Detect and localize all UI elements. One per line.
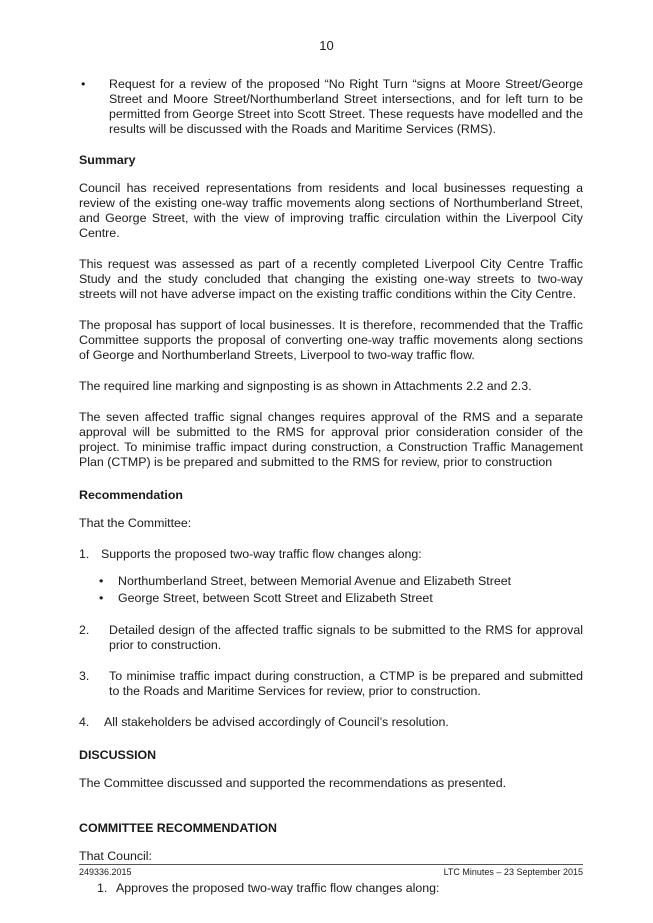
footer-meeting-title: LTC Minutes – 23 September 2015 xyxy=(443,867,583,877)
list-item xyxy=(99,574,583,589)
recommendation-item-4 xyxy=(79,715,583,730)
page-number: 10 xyxy=(319,38,334,53)
item-number: 4. xyxy=(79,715,90,729)
recommendation-item-2 xyxy=(79,623,583,653)
summary-paragraph-3: The proposal has support of local businesses. It is therefore, recommended that the Traffic Committee supports the proposal of converting one-way traffic movements along sections of George and Northumberland Streets, Liverpool to two-way traffic flow. xyxy=(79,318,583,362)
summary-paragraph-2: This request was assessed as part of a recently completed Liverpool City Centre Traffic Study and the study concluded that changing the existing one-way streets to two-way streets will not have adverse impact on the existing traffic conditions within the City Centre. xyxy=(79,257,583,301)
recommendation-heading: Recommendation xyxy=(79,488,183,502)
item-number: 1. xyxy=(79,547,90,561)
list-item-text: Northumberland Street, between Memorial Avenue and Elizabeth Street xyxy=(118,574,512,588)
discussion-text: The Committee discussed and supported the recommendations as presented. xyxy=(79,776,507,790)
item-number: 1. xyxy=(97,881,108,895)
item-text: All stakeholders be advised accordingly of Council’s resolution. xyxy=(104,715,449,729)
discussion-heading: DISCUSSION xyxy=(79,748,157,762)
item-text: To minimise traffic impact during construction, a CTMP is be prepared and submitted to the Roads and Maritime Services for review, prior to construction. xyxy=(109,669,583,698)
recommendation-item-1 xyxy=(79,547,583,562)
item-text: Detailed design of the affected traffic signals to be submitted to the RMS for approval prior to construction. xyxy=(109,623,583,652)
list-item-text: George Street, between Scott Street and Elizabeth Street xyxy=(118,591,433,605)
footer-document-number: 249336.2015 xyxy=(79,867,132,877)
committee-recommendation-item-1 xyxy=(97,881,583,896)
footer-divider xyxy=(79,864,583,865)
recommendation-item-3 xyxy=(79,669,583,699)
bullet-icon: • xyxy=(99,574,104,588)
committee-recommendation-heading: COMMITTEE RECOMMENDATION xyxy=(79,821,278,835)
recommendation-intro: That the Committee: xyxy=(79,516,192,530)
summary-heading: Summary xyxy=(79,153,136,167)
sub-list xyxy=(99,574,583,606)
summary-paragraph-1: Council has received representations from residents and local businesses requesting a review of the existing one-way traffic movements along sections of Northumberland Street, and George Street, with the view of improving traffic circulation within the Liverpool City Centre. xyxy=(79,181,583,240)
bullet-icon: • xyxy=(99,591,104,605)
summary-paragraph-4: The required line marking and signposting is as shown in Attachments 2.2 and 2.3. xyxy=(79,379,532,393)
bullet-icon: • xyxy=(81,77,86,91)
page-content xyxy=(79,77,583,896)
list-item xyxy=(99,591,583,606)
item-text: Supports the proposed two-way traffic flow changes along: xyxy=(101,547,422,561)
intro-bullet-text: Request for a review of the proposed “No Right Turn “signs at Moore Street/George Street and Moore Street/Northumberland Street intersections, and for left turn to be permitted from George Street into Scott Street. These requests have modelled and the results will be discussed with the Roads and Maritime Services (RMS). xyxy=(109,77,583,136)
summary-paragraph-5: The seven affected traffic signal changes requires approval of the RMS and a separate approval will be submitted to the RMS for approval prior consideration consider of the project. To minimise traffic impact during construction, a Construction Traffic Management Plan (CTMP) is be prepared and submitted to the RMS for review, prior to construction xyxy=(79,410,583,469)
committee-recommendation-intro: That Council: xyxy=(79,849,153,863)
item-number: 2. xyxy=(79,623,90,637)
intro-bullet-item xyxy=(79,77,583,137)
item-number: 3. xyxy=(79,669,90,683)
item-text: Approves the proposed two-way traffic flow changes along: xyxy=(116,881,440,895)
